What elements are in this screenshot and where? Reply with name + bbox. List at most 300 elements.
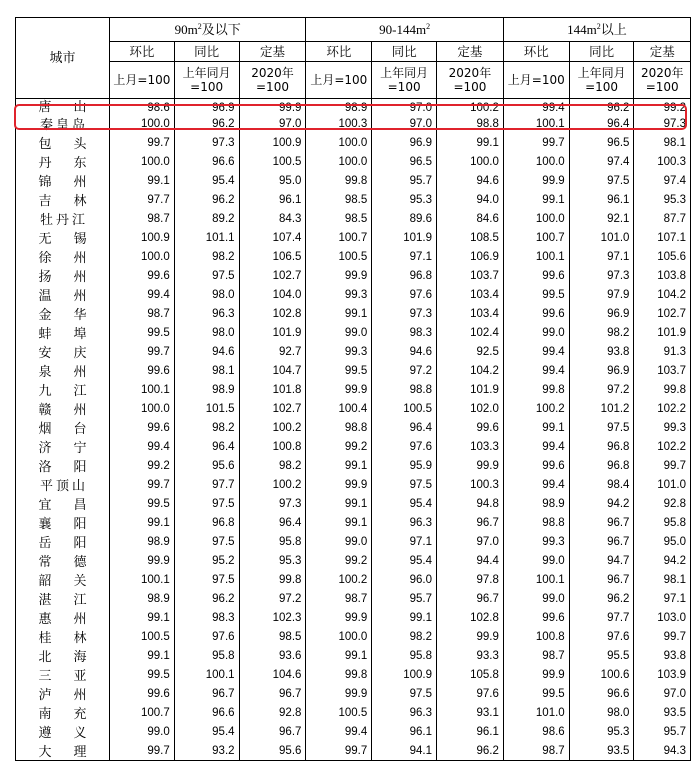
index-value: 103.0	[634, 608, 691, 627]
index-value: 99.9	[239, 99, 306, 115]
index-value: 99.6	[503, 608, 569, 627]
index-value: 95.8	[372, 646, 437, 665]
index-value: 100.7	[306, 228, 372, 247]
index-value: 95.0	[239, 171, 306, 190]
index-value: 99.7	[110, 342, 175, 361]
index-value: 97.7	[110, 190, 175, 209]
table-row	[16, 665, 691, 684]
index-value: 95.8	[174, 646, 239, 665]
base-2020: 2020年=100	[437, 62, 504, 99]
table-header	[16, 18, 691, 99]
table-row	[16, 114, 691, 133]
index-value: 97.3	[569, 266, 634, 285]
index-value: 96.7	[239, 684, 306, 703]
city-name	[16, 133, 110, 152]
index-value: 99.0	[306, 532, 372, 551]
index-value: 96.2	[174, 589, 239, 608]
index-value: 107.1	[634, 228, 691, 247]
index-value: 97.5	[372, 684, 437, 703]
index-value: 84.3	[239, 209, 306, 228]
index-value: 96.9	[569, 304, 634, 323]
index-value: 99.9	[306, 608, 372, 627]
index-value: 95.8	[634, 513, 691, 532]
index-value: 99.5	[110, 494, 175, 513]
index-value: 100.3	[306, 114, 372, 133]
city-name-text: 遵义	[38, 726, 109, 741]
index-value: 89.6	[372, 209, 437, 228]
index-value: 95.2	[174, 551, 239, 570]
index-value: 104.6	[239, 665, 306, 684]
index-value: 100.9	[239, 133, 306, 152]
index-value: 105.8	[437, 665, 504, 684]
index-value: 93.1	[437, 703, 504, 722]
city-name-text: 泉州	[38, 365, 109, 380]
table-row	[16, 133, 691, 152]
index-value: 100.9	[372, 665, 437, 684]
index-value: 102.3	[239, 608, 306, 627]
table-row	[16, 684, 691, 703]
index-value: 98.9	[306, 99, 372, 115]
index-value: 96.4	[569, 114, 634, 133]
city-name	[16, 437, 110, 456]
city-name-text: 大理	[38, 745, 109, 760]
index-value: 99.6	[437, 418, 504, 437]
index-value: 96.3	[372, 513, 437, 532]
index-value: 87.7	[634, 209, 691, 228]
index-value: 99.1	[110, 608, 175, 627]
index-value: 102.7	[239, 266, 306, 285]
city-name-text: 宜昌	[38, 498, 109, 513]
table-row	[16, 513, 691, 532]
index-value: 99.6	[110, 418, 175, 437]
index-value: 98.2	[174, 418, 239, 437]
index-value: 94.4	[437, 551, 504, 570]
index-value: 99.3	[503, 532, 569, 551]
table-row	[16, 209, 691, 228]
index-value: 101.1	[174, 228, 239, 247]
table-row	[16, 570, 691, 589]
index-value: 99.0	[503, 551, 569, 570]
city-name	[16, 665, 110, 684]
index-value: 96.7	[239, 722, 306, 741]
table-row	[16, 703, 691, 722]
index-value: 94.6	[437, 171, 504, 190]
index-value: 99.7	[634, 456, 691, 475]
index-value: 100.1	[174, 665, 239, 684]
index-value: 92.8	[239, 703, 306, 722]
col-mom-header: 环比	[503, 42, 569, 62]
city-name	[16, 361, 110, 380]
index-value: 97.3	[174, 133, 239, 152]
index-value: 97.0	[239, 114, 306, 133]
base-last-month: 上月=100	[306, 62, 372, 99]
city-name	[16, 418, 110, 437]
index-value: 93.2	[174, 741, 239, 761]
index-value: 99.3	[306, 285, 372, 304]
index-value: 99.1	[306, 456, 372, 475]
index-value: 100.1	[503, 570, 569, 589]
index-value: 97.0	[372, 114, 437, 133]
index-value: 103.4	[437, 304, 504, 323]
index-value: 98.0	[569, 703, 634, 722]
index-value: 99.9	[306, 684, 372, 703]
city-name-text: 九江	[38, 384, 109, 399]
index-value: 94.6	[174, 342, 239, 361]
index-value: 99.9	[437, 456, 504, 475]
index-value: 108.5	[437, 228, 504, 247]
index-value: 102.8	[437, 608, 504, 627]
table-row	[16, 646, 691, 665]
city-name-text: 三亚	[38, 669, 109, 684]
index-value: 100.1	[110, 380, 175, 399]
index-value: 100.5	[306, 247, 372, 266]
index-value: 100.5	[239, 152, 306, 171]
index-value: 94.1	[372, 741, 437, 761]
city-name-text: 韶关	[38, 574, 109, 589]
index-value: 98.8	[372, 380, 437, 399]
index-value: 99.6	[110, 266, 175, 285]
index-value: 96.7	[569, 513, 634, 532]
col-yoy-header: 同比	[174, 42, 239, 62]
city-name-text: 南充	[38, 707, 109, 722]
index-value: 101.0	[503, 703, 569, 722]
city-name	[16, 570, 110, 589]
index-value: 99.0	[503, 323, 569, 342]
index-value: 97.0	[634, 684, 691, 703]
index-value: 100.0	[306, 133, 372, 152]
city-name-text: 平顶山	[40, 479, 89, 494]
index-value: 96.4	[239, 513, 306, 532]
price-index-table	[15, 17, 691, 761]
index-value: 95.3	[239, 551, 306, 570]
index-value: 97.5	[174, 570, 239, 589]
base-last-month: 上月=100	[503, 62, 569, 99]
index-value: 96.1	[372, 722, 437, 741]
index-value: 99.1	[110, 513, 175, 532]
table-row	[16, 475, 691, 494]
table-row	[16, 323, 691, 342]
table-row	[16, 99, 691, 115]
index-value: 99.1	[503, 418, 569, 437]
index-value: 94.2	[634, 551, 691, 570]
city-name-text: 秦皇岛	[40, 118, 89, 133]
index-value: 105.6	[634, 247, 691, 266]
city-name	[16, 722, 110, 741]
index-value: 95.3	[569, 722, 634, 741]
city-name	[16, 551, 110, 570]
index-value: 92.8	[634, 494, 691, 513]
index-value: 96.4	[372, 418, 437, 437]
table-row	[16, 171, 691, 190]
city-name	[16, 494, 110, 513]
table-row	[16, 247, 691, 266]
index-value: 100.5	[110, 627, 175, 646]
group-header-large: $144m^2$以上	[503, 18, 690, 42]
index-value: 99.1	[306, 513, 372, 532]
index-value: 95.8	[239, 532, 306, 551]
index-value: 101.5	[174, 399, 239, 418]
index-value: 91.3	[634, 342, 691, 361]
index-value: 100.4	[306, 399, 372, 418]
index-value: 96.8	[174, 513, 239, 532]
index-value: 97.3	[239, 494, 306, 513]
index-value: 89.2	[174, 209, 239, 228]
index-value: 100.2	[503, 399, 569, 418]
index-value: 98.0	[174, 323, 239, 342]
index-value: 96.8	[569, 456, 634, 475]
city-name	[16, 513, 110, 532]
index-value: 99.4	[306, 722, 372, 741]
index-value: 97.4	[569, 152, 634, 171]
index-value: 99.8	[634, 380, 691, 399]
index-value: 98.5	[306, 190, 372, 209]
index-value: 99.4	[503, 361, 569, 380]
table-row	[16, 152, 691, 171]
city-name-text: 唐山	[38, 100, 109, 114]
index-value: 100.8	[239, 437, 306, 456]
index-value: 99.4	[110, 437, 175, 456]
index-value: 99.0	[110, 722, 175, 741]
col-fixed-base-header: 定基	[437, 42, 504, 62]
index-value: 97.9	[569, 285, 634, 304]
index-value: 100.3	[634, 152, 691, 171]
index-value: 98.2	[569, 323, 634, 342]
index-value: 96.7	[569, 570, 634, 589]
index-value: 99.1	[503, 190, 569, 209]
table-row	[16, 532, 691, 551]
city-name	[16, 304, 110, 323]
city-name-text: 烟台	[38, 422, 109, 437]
index-value: 96.1	[239, 190, 306, 209]
table-row	[16, 399, 691, 418]
index-value: 95.7	[634, 722, 691, 741]
city-name-text: 金华	[38, 308, 109, 323]
index-value: 98.1	[634, 133, 691, 152]
index-value: 107.4	[239, 228, 306, 247]
index-value: 99.4	[110, 285, 175, 304]
index-value: 99.1	[306, 304, 372, 323]
index-value: 100.0	[437, 152, 504, 171]
index-value: 99.8	[306, 171, 372, 190]
index-value: 97.2	[372, 361, 437, 380]
index-value: 94.8	[437, 494, 504, 513]
index-value: 94.0	[437, 190, 504, 209]
index-value: 100.1	[110, 570, 175, 589]
col-yoy-header: 同比	[569, 42, 634, 62]
city-name	[16, 152, 110, 171]
city-name	[16, 323, 110, 342]
index-value: 106.5	[239, 247, 306, 266]
index-value: 98.9	[174, 380, 239, 399]
index-value: 97.5	[174, 266, 239, 285]
index-value: 100.0	[306, 152, 372, 171]
index-value: 101.8	[239, 380, 306, 399]
index-value: 99.9	[306, 380, 372, 399]
base-same-month-last-year: 上年同月=100	[569, 62, 634, 99]
city-name-text: 锦州	[38, 175, 109, 190]
table-row	[16, 437, 691, 456]
index-value: 99.9	[306, 266, 372, 285]
index-value: 96.5	[372, 152, 437, 171]
index-value: 99.7	[110, 475, 175, 494]
index-value: 106.9	[437, 247, 504, 266]
index-value: 100.5	[372, 399, 437, 418]
index-value: 99.5	[306, 361, 372, 380]
city-name	[16, 171, 110, 190]
index-value: 100.3	[437, 475, 504, 494]
city-name	[16, 342, 110, 361]
index-value: 94.6	[372, 342, 437, 361]
index-value: 96.2	[174, 190, 239, 209]
base-same-month-last-year: 上年同月=100	[372, 62, 437, 99]
index-value: 99.2	[634, 99, 691, 115]
index-value: 98.9	[503, 494, 569, 513]
city-name	[16, 475, 110, 494]
price-index-table-container	[15, 17, 691, 761]
index-value: 96.1	[569, 190, 634, 209]
index-value: 99.1	[110, 171, 175, 190]
table-row	[16, 228, 691, 247]
col-mom-header: 环比	[110, 42, 175, 62]
index-value: 97.4	[634, 171, 691, 190]
index-value: 96.1	[437, 722, 504, 741]
index-value: 99.1	[306, 646, 372, 665]
index-value: 101.9	[372, 228, 437, 247]
table-row	[16, 608, 691, 627]
index-value: 95.3	[634, 190, 691, 209]
index-value: 97.3	[372, 304, 437, 323]
index-value: 97.0	[372, 99, 437, 115]
city-name	[16, 99, 110, 115]
index-value: 97.6	[372, 285, 437, 304]
city-name	[16, 247, 110, 266]
index-value: 98.2	[239, 456, 306, 475]
index-value: 93.5	[569, 741, 634, 761]
col-fixed-base-header: 定基	[239, 42, 306, 62]
index-value: 96.5	[569, 133, 634, 152]
index-value: 96.9	[569, 361, 634, 380]
index-value: 98.3	[174, 608, 239, 627]
city-name-text: 济宁	[38, 441, 109, 456]
index-value: 98.6	[503, 722, 569, 741]
index-value: 96.8	[372, 266, 437, 285]
index-value: 99.2	[110, 456, 175, 475]
index-value: 98.7	[110, 209, 175, 228]
index-value: 95.3	[372, 190, 437, 209]
index-value: 98.4	[569, 475, 634, 494]
index-value: 101.9	[634, 323, 691, 342]
city-name	[16, 285, 110, 304]
index-value: 102.0	[437, 399, 504, 418]
index-value: 98.7	[306, 589, 372, 608]
index-value: 96.2	[569, 589, 634, 608]
index-value: 97.1	[634, 589, 691, 608]
base-2020: 2020年=100	[634, 62, 691, 99]
index-value: 100.1	[503, 247, 569, 266]
index-value: 99.4	[503, 99, 569, 115]
index-value: 97.6	[569, 627, 634, 646]
index-value: 104.7	[239, 361, 306, 380]
table-row	[16, 190, 691, 209]
index-value: 102.4	[437, 323, 504, 342]
index-value: 100.5	[306, 703, 372, 722]
index-value: 96.7	[569, 532, 634, 551]
index-value: 101.9	[239, 323, 306, 342]
index-value: 93.8	[634, 646, 691, 665]
table-row	[16, 456, 691, 475]
index-value: 96.3	[372, 703, 437, 722]
index-value: 98.7	[503, 646, 569, 665]
index-value: 99.5	[503, 684, 569, 703]
index-value: 95.4	[372, 551, 437, 570]
index-value: 96.9	[372, 133, 437, 152]
index-value: 99.7	[634, 627, 691, 646]
city-name-text: 扬州	[38, 270, 109, 285]
index-value: 100.0	[110, 247, 175, 266]
city-name-text: 丹东	[38, 156, 109, 171]
city-name	[16, 646, 110, 665]
index-value: 96.9	[174, 99, 239, 115]
city-name-text: 岳阳	[38, 536, 109, 551]
index-value: 97.7	[569, 608, 634, 627]
table-row	[16, 722, 691, 741]
index-value: 97.8	[437, 570, 504, 589]
index-value: 97.7	[174, 475, 239, 494]
index-value: 102.7	[634, 304, 691, 323]
index-value: 99.1	[437, 133, 504, 152]
city-name	[16, 684, 110, 703]
index-value: 95.6	[174, 456, 239, 475]
index-value: 101.9	[437, 380, 504, 399]
index-value: 103.9	[634, 665, 691, 684]
index-value: 99.6	[503, 304, 569, 323]
index-value: 102.2	[634, 399, 691, 418]
index-value: 99.6	[110, 361, 175, 380]
index-value: 99.2	[306, 551, 372, 570]
city-name-text: 包头	[38, 137, 109, 152]
index-value: 103.4	[437, 285, 504, 304]
index-value: 103.7	[634, 361, 691, 380]
index-value: 100.6	[569, 665, 634, 684]
index-value: 94.3	[634, 741, 691, 761]
index-value: 98.2	[372, 627, 437, 646]
index-value: 93.3	[437, 646, 504, 665]
city-name	[16, 209, 110, 228]
city-name-text: 泸州	[38, 688, 109, 703]
index-value: 100.2	[239, 475, 306, 494]
index-value: 95.7	[372, 171, 437, 190]
index-value: 100.0	[110, 114, 175, 133]
city-name-text: 赣州	[38, 403, 109, 418]
index-value: 102.7	[239, 399, 306, 418]
index-value: 99.4	[503, 437, 569, 456]
index-value: 102.2	[634, 437, 691, 456]
index-value: 98.5	[306, 209, 372, 228]
index-value: 99.6	[110, 684, 175, 703]
index-value: 99.7	[503, 133, 569, 152]
index-value: 95.5	[569, 646, 634, 665]
index-value: 100.2	[306, 570, 372, 589]
index-value: 99.1	[306, 494, 372, 513]
index-value: 94.7	[569, 551, 634, 570]
index-value: 97.1	[372, 532, 437, 551]
index-value: 99.5	[110, 665, 175, 684]
index-value: 97.5	[569, 171, 634, 190]
base-2020: 2020年=100	[239, 62, 306, 99]
index-value: 95.9	[372, 456, 437, 475]
table-row	[16, 342, 691, 361]
index-value: 99.3	[634, 418, 691, 437]
